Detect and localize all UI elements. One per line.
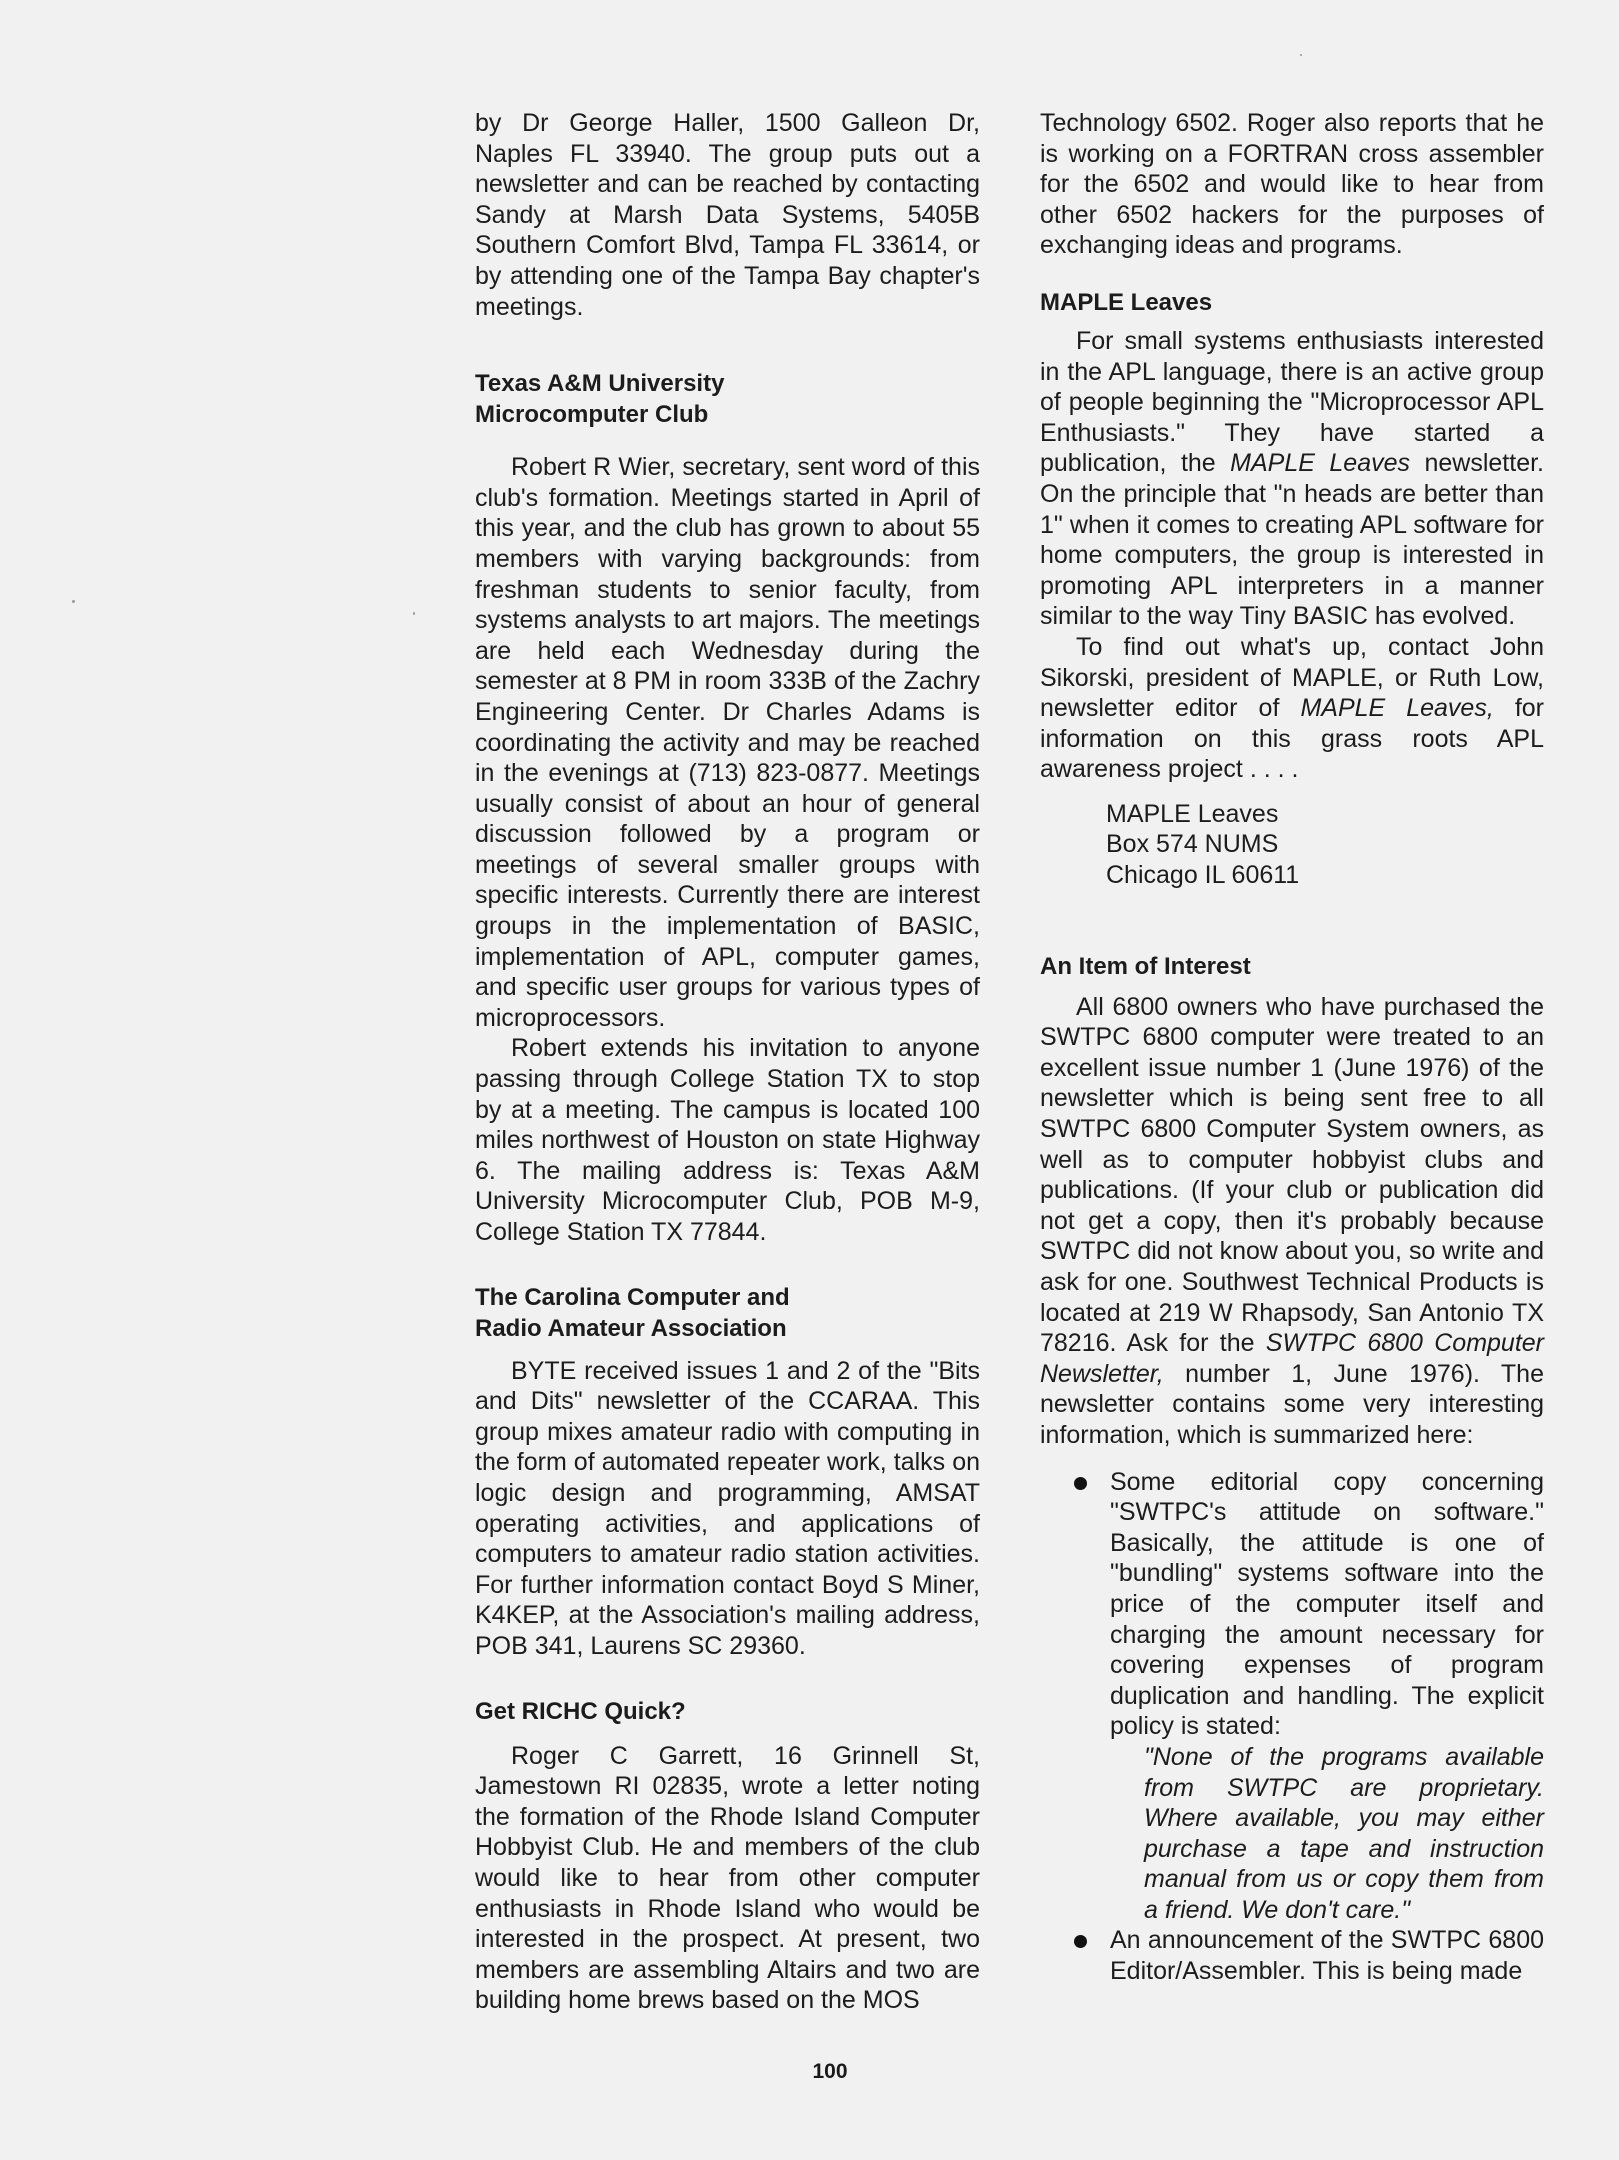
list-item [1110, 1925, 1544, 1986]
scan-speck [413, 612, 415, 615]
carolina-heading-line1: The Carolina Computer and [475, 1283, 790, 1311]
carolina-heading [475, 1282, 980, 1344]
richc-continued-paragraph: Technology 6502. Roger also reports that he is working on a FORTRAN cross assembler for the 6502 and would like to hear from other 6502 hackers for the purposes of exchanging ideas and programs. [1040, 109, 1544, 260]
item-of-interest-paragraph: All 6800 owners who have purchased the SWTPC 6800 computer were treated to an excellent issue number 1 (June 1976) of the newsletter which is being sent free to all SWTPC 6800 Computer System owners, as well as to computer hobbyist clubs and publications. (If your club or publication did not get a copy, then it's probably because SWTPC did not know about you, so write and ask for one. Southwest Technical Products is located at 219 W Rhapsody, San Antonio TX 78216. Ask for the SWTPC 6800 Computer Newsletter, number 1, June 1976). The newsletter contains some very interesting information, which is summarized here: [1040, 992, 1544, 1449]
swtpc-policy-quote: "None of the programs available from SWTPC are proprietary. Where available, you may either purchase a tape and instruction manual from us or copy them from a friend. We don't care." [1144, 1742, 1544, 1924]
bullet-2-text: An announcement of the SWTPC 6800 Editor/Assembler. This is being made [1110, 1926, 1544, 1986]
richc-paragraph-1: Roger C Garrett, 16 Grinnell St, Jamestown RI 02835, wrote a letter noting the formation of the Rhode Island Computer Hobbyist Club. He and members of the club would like to hear from other computer enthusiasts in Rhode Island who would be interested in the prospect. At present, two members are assembling Altairs and two are building home brews based on the MOS [475, 1741, 980, 2015]
bullet-icon [1074, 1477, 1087, 1490]
texas-am-heading-line1: Texas A&M University [475, 370, 725, 398]
list-item [1110, 1467, 1544, 1926]
texas-am-heading-line2: Microcomputer Club [475, 401, 709, 429]
texas-am-heading [475, 368, 980, 430]
maple-heading: MAPLE Leaves [1040, 288, 1213, 316]
maple-paragraph-2: To find out what's up, contact John Sikorski, president of MAPLE, or Ruth Low, newsletter editor of MAPLE Leaves, for information on this grass roots APL awareness project . . . . [1040, 632, 1545, 784]
carolina-paragraph-1: BYTE received issues 1 and 2 of the "Bits and Dits" newsletter of the CCARAA. This group mixes amateur radio with computing in the form of automated repeater work, talks on logic design and programming, AMSAT operating activities, and applications of computers to amateur radio station activities. For further information contact Boyd S Miner, K4KEP, at the Association's mailing address, POB 341, Laurens SC 29360. [475, 1356, 980, 1660]
right-column [1040, 108, 1544, 1987]
maple-address-line2: Box 574 NUMS [1106, 830, 1279, 859]
richc-heading: Get RICHC Quick? [475, 1697, 686, 1725]
maple-paragraph-1: For small systems enthusiasts interested in the APL language, there is an active group of people beginning the "Microprocessor APL Enthusiasts." They have started a publication, the MAPLE Leaves newsletter. On the principle that "n heads are better than 1" when it comes to creating APL software for home computers, the group is interested in promoting APL interpreters in a manner similar to the way Tiny BASIC has evolved. [1040, 326, 1544, 631]
newsletter-summary-list [1040, 1467, 1544, 1987]
maple-address-line3: Chicago IL 60611 [1106, 861, 1300, 890]
left-column [475, 108, 980, 2016]
item-of-interest-heading: An Item of Interest [1040, 952, 1251, 980]
carolina-heading-line2: Radio Amateur Association [475, 1314, 787, 1342]
bullet-1-text: Some editorial copy concerning "SWTPC's attitude on software." Basically, the attitude is one of "bundling" systems software into the price of the computer itself and charging the amount necessary for covering expenses of program duplication and handling. The explicit policy is stated: [1110, 1467, 1544, 1741]
texas-am-paragraph-1: Robert R Wier, secretary, sent word of this club's formation. Meetings started in April of this year, and the club has grown to about 55 members with varying backgrounds: from freshman students to senior faculty, from systems analysts to art majors. The meetings are held each Wednesday during the semester at 8 PM in room 333B of the Zachry Engineering Center. Dr Charles Adams is coordinating the activity and may be reached in the evenings at (713) 823-0877. Meetings usually consist of about an hour of general discussion followed by a program or meetings of several smaller groups with specific interests. Currently there are interest groups in the implementation of BASIC, implementation of APL, computer games, and specific user groups for various types of microprocessors. [475, 453, 980, 1032]
maple-address-line1: MAPLE Leaves [1106, 799, 1279, 828]
maple-leaves-title: MAPLE Leaves [1230, 449, 1411, 478]
scan-speck [72, 600, 75, 603]
bullet-icon [1074, 1935, 1087, 1948]
page-number: 100 [812, 2060, 848, 2083]
texas-am-paragraph-2: Robert extends his invitation to anyone passing through College Station TX to stop by at a meeting. The campus is located 100 miles northwest of Houston on state Highway 6. The mailing address is: Texas A&M University Microcomputer Club, POB M-9, College Station TX 77844. [475, 1034, 980, 1246]
intro-paragraph: by Dr George Haller, 1500 Galleon Dr, Naples FL 33940. The group puts out a newsletter and can be reached by contacting Sandy at Marsh Data Systems, 5405B Southern Comfort Blvd, Tampa FL 33614, or by attending one of the Tampa Bay chapter's meetings. [475, 109, 980, 321]
maple-leaves-title-2: MAPLE Leaves, [1300, 694, 1494, 723]
scan-speck [1300, 54, 1302, 56]
swtpc-newsletter-title: SWTPC 6800 Computer Newsletter, [1040, 1329, 1544, 1388]
maple-address-block [1106, 799, 1544, 891]
